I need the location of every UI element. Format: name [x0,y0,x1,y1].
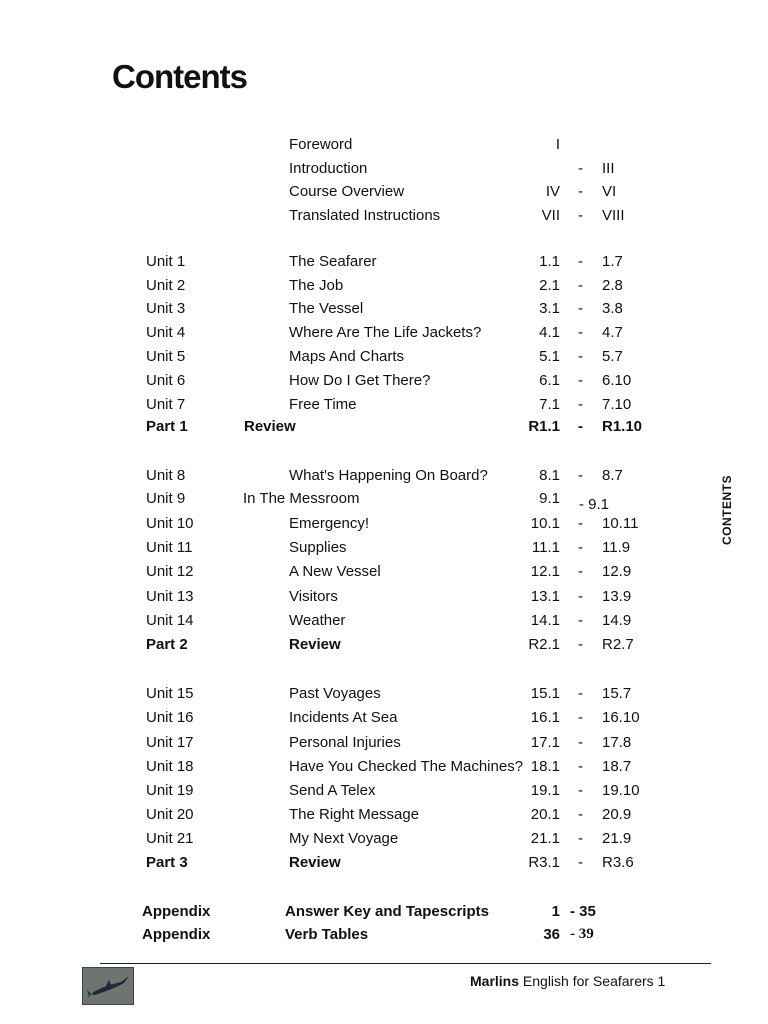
toc-dash: - [578,806,583,823]
toc-start-page: 14.1 [530,612,560,629]
toc-dash: - [578,588,583,605]
toc-appendix-row[interactable] [0,926,700,948]
toc-title: Have You Checked The Machines? [289,758,524,775]
toc-title: What's Happening On Board? [289,467,488,484]
toc-title: Where Are The Life Jackets? [289,324,482,341]
toc-dash: - [578,418,583,435]
toc-start-page: 20.1 [530,806,560,823]
toc-start-page: 7.1 [539,396,560,413]
toc-unit-row[interactable] [0,588,700,610]
toc-end-page: VIII [602,207,625,224]
toc-end-page: 16.10 [602,709,640,726]
toc-end-page: R1.10 [602,418,643,435]
toc-unit-row[interactable] [0,300,700,322]
toc-title: Personal Injuries [289,734,401,751]
toc-dash: - [578,854,583,871]
toc-end-page: 12.9 [602,563,632,580]
toc-title: Past Voyages [289,685,381,702]
toc-dash: - [578,734,583,751]
toc-dash: - 35 [570,903,596,920]
toc-title: Visitors [289,588,338,605]
toc-dash: - [578,563,583,580]
toc-unit-row[interactable] [0,467,700,489]
toc-title: Answer Key and Tapescripts [285,903,489,920]
toc-dash: - [578,253,583,270]
toc-end-page: VI [602,183,617,200]
toc-dash: - [578,758,583,775]
toc-unit-label: Unit 11 [146,539,193,556]
toc-unit-row[interactable] [0,253,700,275]
toc-front-row[interactable] [0,136,700,158]
toc-title: Introduction [289,160,368,177]
toc-dash: - [578,372,583,389]
toc-end-page: 19.10 [602,782,640,799]
toc-front-row[interactable] [0,207,700,229]
toc-part-review-row[interactable] [0,418,700,440]
toc-start-page: 16.1 [530,709,560,726]
toc-title: Foreword [289,136,353,153]
toc-unit-row[interactable] [0,830,700,852]
toc-dash: - [578,539,583,556]
toc-end-page: 4.7 [602,324,623,341]
toc-dash: - [578,467,583,484]
toc-unit-label: Unit 16 [146,709,194,726]
toc-start-page: 36 [543,926,560,943]
toc-start-page: R2.1 [528,636,560,653]
toc-title: Maps And Charts [289,348,405,365]
footer-text [470,973,665,989]
toc-end-page: 20.9 [602,806,632,823]
toc-title: In The Messroom [243,490,360,507]
toc-unit-row[interactable] [0,396,700,418]
toc-title: Translated Instructions [289,207,441,224]
toc-end-page: 6.10 [602,372,632,389]
toc-title: Supplies [289,539,347,556]
toc-end-page: 11.9 [602,539,631,556]
toc-unit-label: Unit 14 [146,612,194,629]
toc-title: The Job [289,277,344,294]
toc-unit-label: Unit 4 [146,324,186,341]
toc-front-row[interactable] [0,183,700,205]
toc-dash: - [578,160,583,177]
toc-dash: - [578,709,583,726]
marlin-logo [82,967,134,1005]
marlin-fish-icon [83,968,133,1004]
toc-start-page: 3.1 [539,300,560,317]
toc-unit-label: Unit 12 [146,563,194,580]
toc-dash: - [578,830,583,847]
toc-unit-label: Unit 9 [146,490,186,507]
toc-unit-row[interactable] [0,563,700,585]
toc-title: Free Time [289,396,357,413]
toc-part-label: Part 2 [146,636,188,653]
toc-title: Review [289,854,341,871]
toc-end-page: 13.9 [602,588,632,605]
toc-title: Incidents At Sea [289,709,398,726]
toc-unit-label: Unit 18 [146,758,194,775]
toc-start-page: 19.1 [530,782,560,799]
toc-start-page: 1.1 [539,253,560,270]
toc-start-page: 12.1 [530,563,560,580]
toc-unit-label: Unit 8 [146,467,186,484]
toc-dash: - [578,183,583,200]
toc-unit-row[interactable] [0,758,700,780]
toc-end-page: 21.9 [602,830,632,847]
toc-unit-label: Unit 6 [146,372,186,389]
toc-part-review-row[interactable] [0,636,700,658]
toc-unit-row[interactable] [0,612,700,634]
toc-unit-row[interactable] [0,348,700,370]
toc-dash: - [578,612,583,629]
toc-title: The Vessel [289,300,364,317]
toc-end-page: 14.9 [602,612,632,629]
toc-unit-label: Unit 1 [146,253,186,270]
toc-end-page: R2.7 [602,636,634,653]
toc-title: A New Vessel [289,563,381,580]
toc-end-page: R3.6 [602,854,634,871]
toc-part-review-row[interactable] [0,854,700,876]
toc-start-page: 13.1 [530,588,560,605]
toc-appendix-row[interactable] [0,903,700,925]
toc-title: Course Overview [289,183,405,200]
toc-start-page: 9.1 [539,490,560,507]
toc-start-page: I [555,136,560,153]
toc-dash: - [578,348,583,365]
toc-title: Send A Telex [289,782,376,799]
toc-unit-row[interactable] [0,372,700,394]
toc-end-page: III [602,160,615,177]
toc-end-page: 1.7 [602,253,623,270]
toc-title: Emergency! [289,515,370,532]
toc-title: My Next Voyage [289,830,399,847]
footer-rule [100,963,711,964]
footer-brand: Marlins [470,973,520,989]
toc-unit-label: Unit 20 [146,806,194,823]
toc-dash: - [578,300,583,317]
toc-start-page: 2.1 [539,277,560,294]
toc-dash: - [578,782,583,799]
toc-start-page: 5.1 [539,348,560,365]
toc-start-page: 15.1 [530,685,560,702]
toc-front-row[interactable] [0,160,700,182]
toc-end-page: 8.7 [602,467,623,484]
toc-end-page: 2.8 [602,277,623,294]
toc-title: The Right Message [289,806,420,823]
toc-unit-label: Unit 13 [146,588,194,605]
toc-end-page: 18.7 [602,758,632,775]
toc-start-page: 21.1 [530,830,560,847]
toc-title: The Seafarer [289,253,377,270]
toc-unit-label: Unit 21 [146,830,194,847]
toc-appendix-label: Appendix [142,926,211,943]
toc-unit-row[interactable] [0,515,700,537]
toc-dash: - [578,277,583,294]
toc-unit-row[interactable] [0,539,700,561]
toc-dash: - [578,515,583,532]
toc-unit-label: Unit 3 [146,300,186,317]
toc-title: Review [244,418,296,435]
toc-start-page: 8.1 [539,467,560,484]
toc-start-page: 10.1 [530,515,560,532]
toc-unit-row[interactable] [0,734,700,756]
toc-start-page: 4.1 [539,324,560,341]
toc-unit-label: Unit 5 [146,348,186,365]
toc-unit-row[interactable] [0,324,700,346]
toc-dash: - [578,636,583,653]
footer-book-title: English for Seafarers 1 [519,973,666,989]
toc-start-page: 1 [551,903,560,920]
toc-start-page: 11.1 [531,539,560,556]
toc-unit-row[interactable] [0,685,700,707]
toc-unit-label: Unit 2 [146,277,186,294]
toc-dash: - [578,396,583,413]
toc-end-page: 15.7 [602,685,632,702]
toc-start-page: R1.1 [528,418,560,435]
toc-dash: - [578,207,583,224]
toc-end-page: 10.11 [602,515,639,532]
toc-unit-label: Unit 19 [146,782,194,799]
toc-dash: - 39 [570,926,594,942]
toc-end-page: 7.10 [602,396,632,413]
toc-end-page: 17.8 [602,734,632,751]
toc-title: How Do I Get There? [289,372,431,389]
toc-start-page: 17.1 [530,734,560,751]
toc-start-page: R3.1 [528,854,560,871]
toc-start-page: IV [545,183,560,200]
toc-unit-label: Unit 17 [146,734,194,751]
toc-title: Verb Tables [285,926,369,943]
toc-end-page: 3.8 [602,300,623,317]
toc-unit-row[interactable] [0,782,700,804]
side-contents-label: CONTENTS [720,475,734,545]
toc-appendix-label: Appendix [142,903,211,920]
toc-start-page: 6.1 [539,372,560,389]
toc-start-page: VII [541,207,560,224]
page-title: Contents [112,58,247,95]
toc-unit-label: Unit 15 [146,685,194,702]
toc-unit-row[interactable] [0,277,700,299]
toc-part-label: Part 3 [146,854,188,871]
toc-title: Weather [289,612,346,629]
toc-unit-row[interactable] [0,490,700,512]
toc-end-page: 5.7 [602,348,623,365]
toc-start-page: 18.1 [530,758,560,775]
toc-dash: - [578,324,583,341]
toc-part-label: Part 1 [146,418,188,435]
toc-title: Review [289,636,341,653]
toc-unit-label: Unit 7 [146,396,186,413]
toc-dash: - 9.1 [579,496,610,513]
toc-dash: - [578,685,583,702]
toc-unit-label: Unit 10 [146,515,194,532]
toc-unit-row[interactable] [0,709,700,731]
toc-unit-row[interactable] [0,806,700,828]
